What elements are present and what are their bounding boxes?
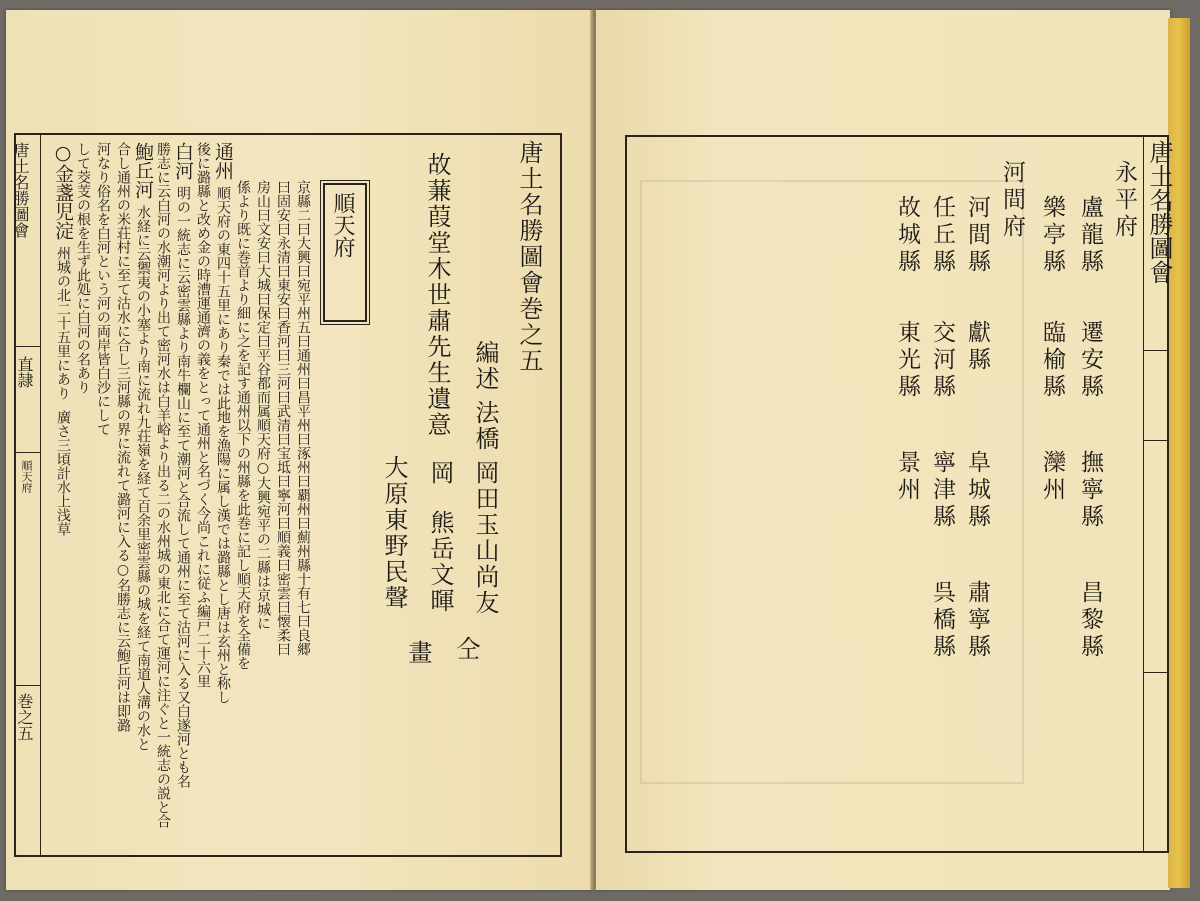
county: 樂亭縣 — [1039, 195, 1065, 276]
section-baihe — [174, 142, 192, 848]
credit-same-mark: 仝 — [452, 636, 480, 662]
county: 阜城縣 — [964, 450, 990, 531]
section-tongzhou — [214, 142, 232, 848]
prefecture-hejian: 河間府 — [999, 160, 1025, 241]
county: 故城縣 — [894, 195, 920, 276]
county: 寧津縣 — [929, 450, 955, 531]
section-heading-tongzhou: 通州 — [212, 142, 234, 180]
credit-origin: 故蒹葭堂木世肅先生遺意 — [423, 152, 451, 438]
county: 呉橋縣 — [929, 580, 955, 661]
county: 昌黎縣 — [1077, 580, 1103, 661]
county: 灤州 — [1039, 450, 1065, 504]
county: 遷安縣 — [1077, 320, 1103, 401]
text-column: 京縣二曰大興曰宛平州五曰通州曰昌平州曰涿州曰覇州曰薊州縣十有七曰良郷 — [295, 180, 311, 656]
margin-title: 唐土名勝圖會 — [1145, 140, 1173, 284]
body-text — [46, 142, 312, 848]
text-column: 廣さ三頃計水上浅草 — [55, 410, 71, 536]
margin-divider — [1143, 135, 1144, 851]
margin-volume: 巻之五 — [15, 693, 34, 741]
county: 臨榆縣 — [1039, 320, 1065, 401]
margin-divider — [40, 133, 41, 855]
county: 任丘縣 — [929, 195, 955, 276]
section-baoqiuhe — [134, 142, 152, 848]
county: 盧龍縣 — [1077, 195, 1103, 276]
margin-rule — [14, 346, 40, 347]
county: 肅寧縣 — [964, 580, 990, 661]
text-column: 明の一統志に云密雲縣より南牛欄山に至て潮河と合流して通州に至て沽河に入る又白遂河とも名 — [175, 186, 191, 788]
county: 交河縣 — [929, 320, 955, 401]
margin-rule — [1143, 440, 1167, 441]
credit-role: 編述 — [471, 340, 499, 392]
section-heading-baoqiuhe: 鮑丘河 — [132, 142, 154, 199]
credit-author2: 熊岳文暉 — [426, 510, 454, 614]
credit-illustrated: 畫 — [404, 640, 432, 666]
margin-rule — [14, 452, 40, 453]
margin-prefecture: 順天府 — [20, 460, 33, 493]
margin-rule — [14, 685, 40, 686]
section-jinzhandian — [54, 142, 72, 848]
county: 東光縣 — [894, 320, 920, 401]
text-column: 係より既に巻首より細に之を記す通州以下の州縣を此巻に記し順天府を全備を — [235, 180, 251, 670]
margin-rule — [1143, 350, 1167, 351]
margin-section: 直隷 — [15, 356, 34, 388]
section-heading-baihe: 白河 — [172, 142, 194, 180]
text-column: 水経に云禦夷の小塞より南に流れ九荘嶺を経て百余里密雲縣の城を経て南道人溝の水と — [135, 205, 151, 751]
section-heading-jinzhandian: ○金盞児淀 — [52, 142, 74, 240]
credit-illustrator: 大原東野民聲 — [380, 455, 408, 611]
credit-author1: 岡田玉山尚友 — [471, 460, 499, 616]
text-column: 順天府の東四十五里にあり秦では此地を漁陽に属し漢では潞縣とし唐は玄州と称し — [215, 186, 231, 704]
prefecture-yongping: 永平府 — [1111, 160, 1137, 241]
text-column: 勝志に云白河の水潮河より出て密河水は白羊峪より出る二の水州城の東北に合て運河に注ぐと一統志の説と合 — [155, 142, 171, 828]
text-column: 合し通州の米荘村に至て沽水に合し三河縣の界に流れて潞河に入る○名勝志に云鮑丘河は即潞 — [115, 142, 131, 732]
county: 撫寧縣 — [1077, 450, 1103, 531]
credit-rank: 法橋 — [471, 400, 499, 452]
text-column: して茭芰の根を生ず此処に白河の名あり — [75, 142, 91, 394]
boxed-heading: 順天府 — [330, 192, 355, 258]
text-column: 州城の北二十五里にあり — [55, 246, 71, 400]
county: 河間縣 — [964, 195, 990, 276]
text-column: 後に潞縣と改め金の時漕運通濟の義をとって通州と名づく今尚これに従ふ編戸二十六里 — [195, 142, 211, 688]
county: 獻縣 — [964, 320, 990, 374]
credit-author2-surname: 岡 — [426, 460, 454, 486]
text-column: 房山曰文安曰大城曰保定曰平谷都而属順天府○大興宛平の二縣は京城に — [255, 180, 271, 630]
margin-title: 唐土名勝圖會 — [11, 142, 30, 238]
county: 景州 — [894, 450, 920, 504]
margin-rule — [1143, 672, 1167, 673]
volume-title: 唐土名勝圖會巻之五 — [515, 140, 543, 374]
text-column: 曰固安曰永清曰東安曰香河曰三河曰武清曰宝坻曰寧河曰順義曰密雲曰懐柔曰 — [275, 180, 291, 656]
text-column: 河なり俗名を白河という河の両岸皆白沙にして — [95, 142, 111, 436]
